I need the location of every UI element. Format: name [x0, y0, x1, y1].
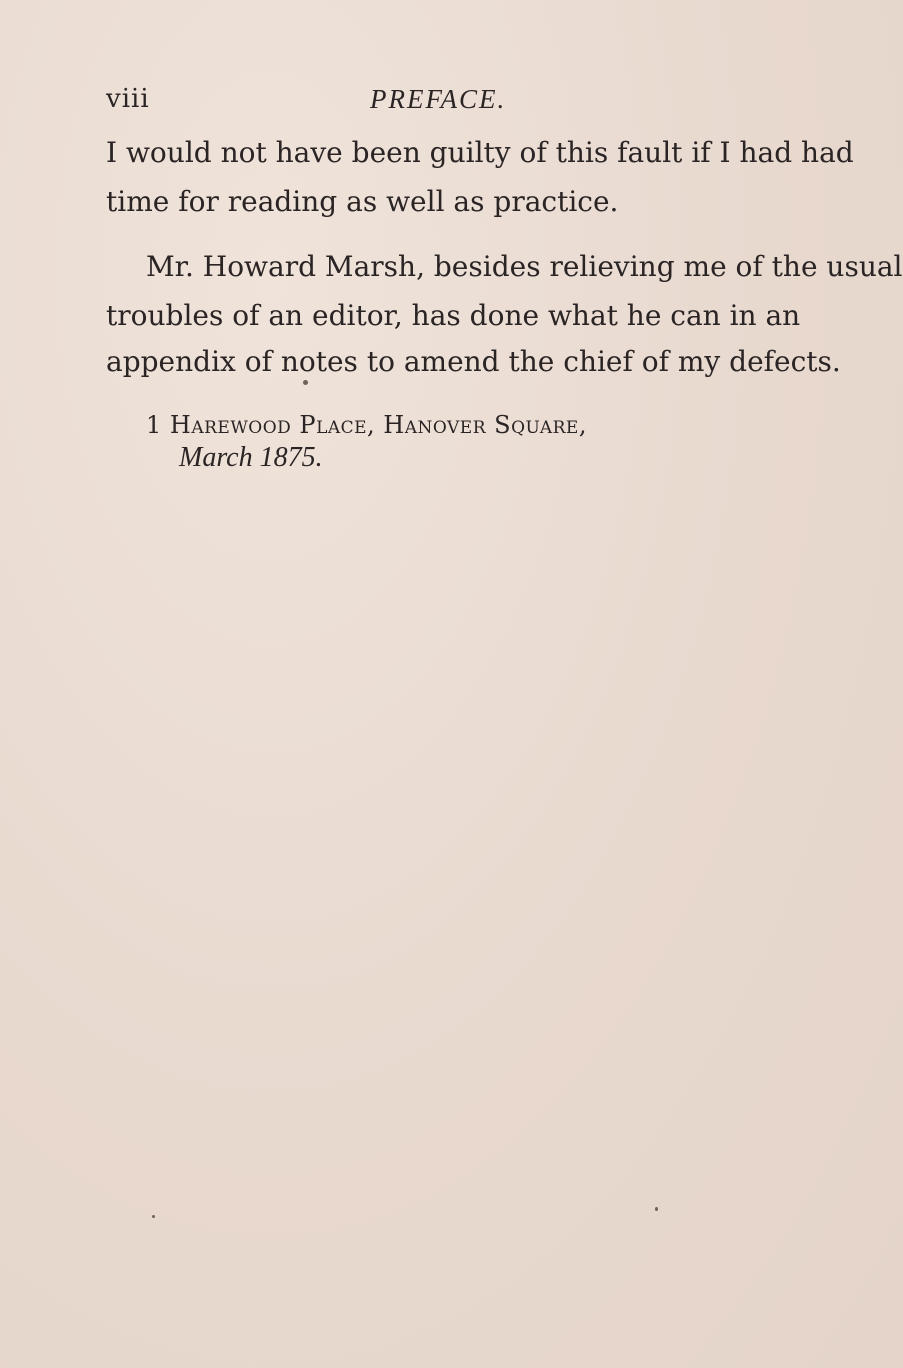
paper-speck [303, 380, 308, 385]
address-line: 1 Harewood Place, Hanover Square, [146, 411, 587, 439]
running-title: PREFACE. [370, 84, 507, 114]
running-head [106, 84, 756, 118]
page-number: viii [106, 84, 150, 114]
body-line: appendix of notes to amend the chief of my defects. [106, 345, 841, 378]
paper-speck [152, 1215, 155, 1218]
body-line: I would not have been guilty of this fault if I had had [106, 136, 854, 169]
body-line: time for reading as well as practice. [106, 185, 619, 218]
body-line: Mr. Howard Marsh, besides relieving me of the usual [146, 250, 903, 283]
body-line: troubles of an editor, has done what he can in an [106, 299, 801, 332]
date-line: March 1875. [179, 442, 323, 473]
paper-speck [655, 1207, 658, 1211]
